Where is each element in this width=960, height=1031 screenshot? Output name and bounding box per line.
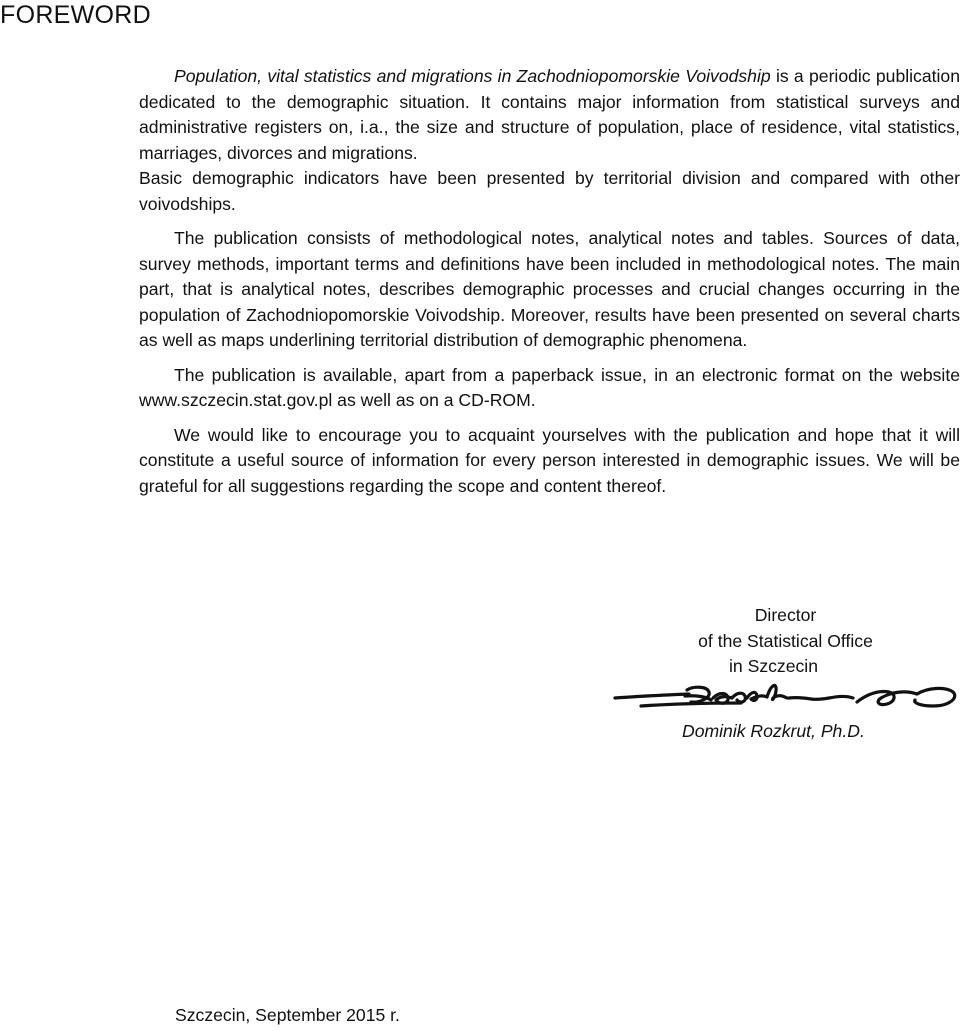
publication-title: Population, vital statistics and migrations in Zachodniopomorskie Voivodship [174, 66, 771, 86]
paragraph-encouragement: We would like to encourage you to acquaint yourselves with the publication and hope that it will constitute a useful source of information for every person interested in demographic issues. We will be grateful for all suggestions regarding the scope and content thereof. [139, 424, 960, 496]
signature-title: Director [754, 605, 817, 625]
paragraph-intro-text: is a periodic publication dedicated to the demographic situation. It contains major information from statistical surveys and administrative registers on, i.a., the size and structure of population, place of residence, vital statistics, marriages, divorces and migrations. [139, 66, 960, 163]
place-and-date: Szczecin, September 2015 r. [175, 1005, 400, 1025]
signer-name: Dominik Rozkrut, Ph.D. [682, 721, 865, 741]
handwritten-signature [611, 676, 960, 720]
signature-city: in Szczecin [729, 656, 818, 676]
signature-block [611, 603, 960, 680]
foreword-body [139, 64, 960, 508]
paragraph-availability: The publication is available, apart from a paperback issue, in an electronic format on the website www.szczecin.stat.gov.pl as well as on a CD-ROM. [139, 364, 960, 410]
paragraph-indicators: Basic demographic indicators have been presented by territorial division and compared with other voivodships. [139, 168, 960, 214]
paragraph-structure: The publication consists of methodological notes, analytical notes and tables. Sources of data, survey methods, important terms and definitions have been included in methodological notes. The main part, that is analytical notes, describes demographic processes and crucial changes occurring in the population of Zachodniopomorskie Voivodship. Moreover, results have been presented on several charts as well as maps underlining territorial distribution of demographic phenomena. [139, 228, 960, 350]
signature-office: of the Statistical Office [698, 630, 873, 651]
paragraph-intro [139, 64, 960, 166]
page-title: FOREWORD [0, 1, 151, 29]
